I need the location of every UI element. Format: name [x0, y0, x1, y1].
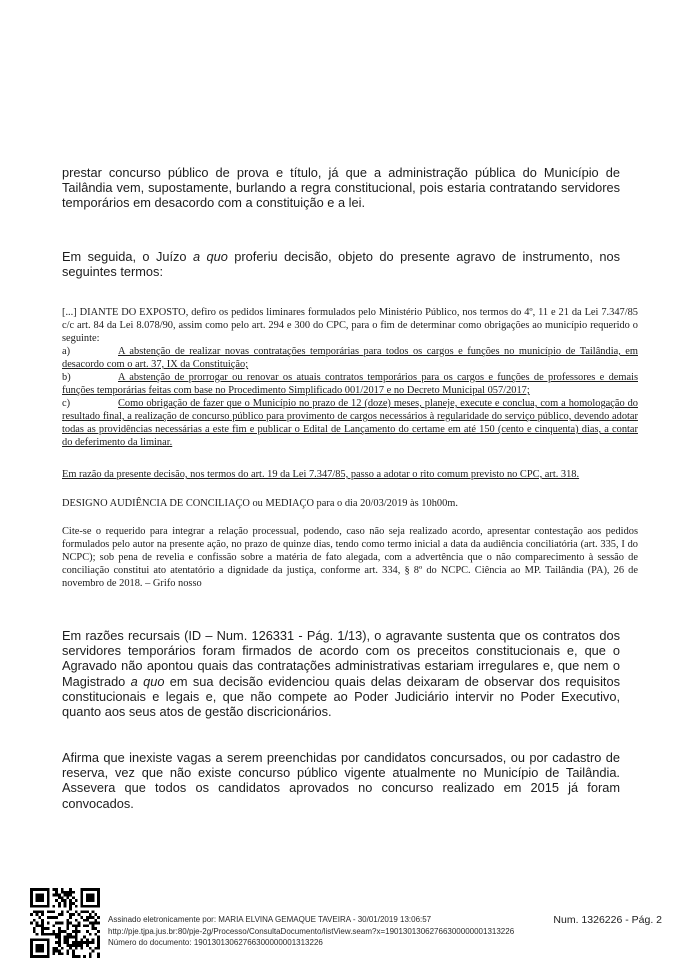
- qr-code-icon: [30, 888, 100, 958]
- quote-rite-decision-text: Em razão da presente decisão, nos termos do art. 19 da Lei 7.347/85, passo a adotar o rito comum previsto no CPC, art. 318.: [62, 469, 580, 480]
- quote-item-c: [62, 397, 638, 449]
- paragraph-decision-intro-pre: Em seguida, o Juízo: [62, 249, 193, 264]
- quote-item-a-text: A abstenção de realizar novas contratações temporárias para todos os cargos e funções no município de Tailândia, em desacordo com o art. 37, IX da Constituição;: [62, 346, 638, 370]
- quote-item-a-marker: a): [62, 346, 71, 357]
- quote-intro: [...] DIANTE DO EXPOSTO, defiro os pedidos liminares formulados pelo Ministério Público, nos termos do 4º, 11 e 21 da Lei 7.347/85 c/c art. 84 da Lei 8.078/90, assim como pelo art. 294 e 300 do CPC, para o fim de determinar como obrigações ao município requerido o seguinte:: [62, 307, 638, 344]
- electronic-signature-stamp: [30, 888, 515, 958]
- latin-term-a-quo: a quo: [192, 249, 228, 264]
- quote-citation-order: Cite-se o requerido para integrar a relação processual, podendo, caso não seja realizado acordo, apresentar contestação aos pedidos formulados pelo autor na presente ação, no prazo de quinze dias, tendo como termo inicial a data da audiência conciliatória (art. 335, I do NCPC); sob pena de revelia e confissão sobre a matéria de fato alegada, com a advertência que o não comparecimento à sessão de conciliação constitui ato atentatório a dignidade da justiça, conforme art. 334, § 8º do NCPC. Ciência ao MP. Tailândia (PA), 26 de novembro de 2018. – Grifo nosso: [62, 526, 638, 589]
- page-number-reference: Num. 1326226 - Pág. 2: [553, 914, 662, 926]
- signature-text-block: [108, 914, 514, 949]
- paragraph-appeal-reasons: [62, 628, 620, 719]
- signed-by-line: Assinado eletronicamente por: MARIA ELVINA GEMAQUE TAVEIRA - 30/01/2019 13:06:57: [108, 915, 432, 924]
- paragraph-appeal-reasons-pre: Em razões recursais (ID – Num. 126331 - Pág. 1/13), o agravante sustenta que os contratos dos servidores temporários foram firmados de acordo com os preceitos constitucionais e, que o Agravado não apontou quais das contratações administrativas estariam irregulares e, que nem o Magistrado: [62, 628, 620, 689]
- verification-url-line: http://pje.tjpa.jus.br:80/pje-2g/Processo/ConsultaDocumento/listView.seam?x=19013013062766300000001313226: [108, 926, 515, 936]
- quote-item-c-marker: c): [62, 398, 71, 409]
- latin-term-a-quo-2: a quo: [130, 673, 165, 689]
- quote-item-b-text: A abstenção de prorrogar ou renovar os atuais contratos temporários para os cargos e funções de professores e demais funções temporárias feitas com base no Procedimento Simplificado 001/2017 e no Decreto Municipal 057/2017;: [62, 372, 638, 396]
- quote-item-c-text: Como obrigação de fazer que o Município no prazo de 12 (doze) meses, planeje, execute e conclua, com a homologação do resultado final, a realização de concurso público para provimento de cargos necessários à regularidade do serviço público, devendo adotar todas as providências necessárias a este fim e publicar o Edital de Lançamento do certame em até 150 (cento e cinquenta) dias, a contar do deferimento da liminar.: [62, 398, 638, 448]
- paragraph-decision-intro: [62, 249, 620, 279]
- paragraph-intro: prestar concurso público de prova e título, já que a administração pública do Município de Tailândia vem, supostamente, burlando a regra constitucional, pois estaria contratando servidores temporários em desacordo com a constituição e a lei.: [62, 165, 620, 211]
- quote-rite-decision: [62, 468, 638, 481]
- quoted-court-decision-block: [62, 306, 638, 590]
- quote-item-b-marker: b): [62, 372, 71, 383]
- document-number-line: Número do documento: 19013013062766300000001313226: [108, 938, 323, 947]
- quote-item-a: [62, 345, 638, 371]
- quote-item-b: [62, 371, 638, 397]
- paragraph-appeal-reasons-post: em sua decisão evidenciou quais delas deixaram de observar dos requisitos constitucionais e legais e, que não compete ao Poder Judiciário intervir no Poder Executivo, quanto aos seus atos de gestão discricionários.: [62, 673, 620, 720]
- paragraph-vacancies-claim: Afirma que inexiste vagas a serem preenchidas por candidatos concursados, ou por cadastro de reserva, vez que não existe concurso público vigente atualmente no Município de Tailândia. Assevera que todos os candidatos aprovados no concurso realizado em 2015 já foram convocados.: [62, 750, 620, 811]
- paragraph-decision-intro-post: proferiu decisão, objeto do presente agravo de instrumento, nos seguintes termos:: [62, 249, 620, 280]
- quote-hearing-designation: DESIGNO AUDIÊNCIA DE CONCILIAÇO ou MEDIAÇO para o dia 20/03/2019 às 10h00m.: [62, 498, 458, 509]
